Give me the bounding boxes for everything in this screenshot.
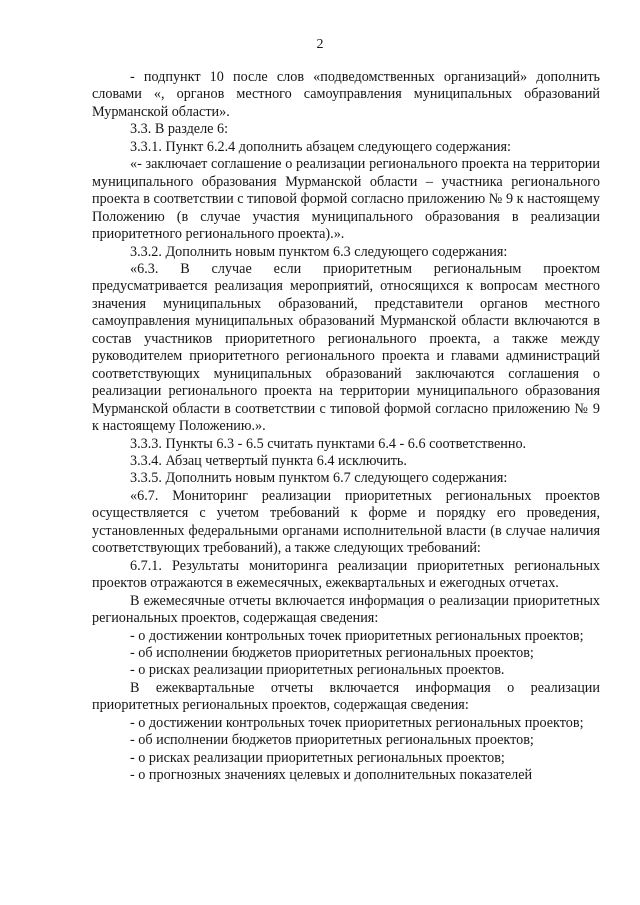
document-body <box>92 69 600 785</box>
paragraph: - о достижении контрольных точек приоритетных региональных проектов; <box>130 627 584 644</box>
paragraph: - о прогнозных значениях целевых и дополнительных показателей <box>130 767 533 784</box>
paragraph: 3.3.3. Пункты 6.3 - 6.5 считать пунктами 6.4 - 6.6 соответственно. <box>130 435 527 452</box>
paragraph: 6.7.1. Результаты мониторинга реализации приоритетных региональных проектов отражаются в ежемесячных, ежеквартальных и ежегодных отчетах. <box>92 557 600 592</box>
paragraph: 3.3.4. Абзац четвертый пункта 6.4 исключить. <box>130 452 407 469</box>
page-number: 2 <box>316 37 324 52</box>
paragraph: В ежеквартальные отчеты включается информация о реализации приоритетных региональных проектов, содержащая сведения: <box>92 679 600 714</box>
paragraph: 3.3.5. Дополнить новым пунктом 6.7 следующего содержания: <box>130 470 508 487</box>
paragraph: - о достижении контрольных точек приоритетных региональных проектов; <box>130 714 584 731</box>
paragraph: - о рисках реализации приоритетных региональных проектов; <box>130 749 505 766</box>
paragraph: - о рисках реализации приоритетных региональных проектов. <box>130 662 505 679</box>
paragraph: В ежемесячные отчеты включается информация о реализации приоритетных региональных проектов, содержащая сведения: <box>92 592 600 627</box>
paragraph: 3.3.2. Дополнить новым пунктом 6.3 следующего содержания: <box>130 243 508 260</box>
paragraph: «6.7. Мониторинг реализации приоритетных региональных проектов осуществляется с учетом требований к форме и порядку его проведения, установленных федеральными органами исполнительной власти (в случае наличия соответствующих требований), а также следующих требований: <box>92 487 600 557</box>
paragraph: - подпункт 10 после слов «подведомственных организаций» дополнить словами «, органов местного самоуправления муниципальных образований Мурманской области». <box>92 69 600 120</box>
paragraph: 3.3.1. Пункт 6.2.4 дополнить абзацем следующего содержания: <box>130 138 511 155</box>
paragraph: - об исполнении бюджетов приоритетных региональных проектов; <box>130 644 534 661</box>
paragraph: 3.3. В разделе 6: <box>130 121 229 138</box>
paragraph: «6.3. В случае если приоритетным региональным проектом предусматривается реализация мероприятий, относящихся к вопросам местного значения муниципальных образований, представители органов местного самоуправления муниципальных образований Мурманской области включаются в состав участников приоритетного регионального проекта, а также между руководителем приоритетного регионального проекта и главами администраций соответствующих муниципальных образований заключаются соглашения о реализации регионального проекта на территории муниципального образования Мурманской области в соответствии с типовой формой согласно приложению № 9 к настоящему Положению.». <box>92 260 600 435</box>
paragraph: «- заключает соглашение о реализации регионального проекта на территории муниципального образования Мурманской области – участника регионального проекта в соответствии с типовой формой согласно приложению № 9 к настоящему Положению (в случае участия муниципального образования в реализации приоритетного регионального проекта).». <box>92 156 600 243</box>
paragraph: - об исполнении бюджетов приоритетных региональных проектов; <box>130 732 534 749</box>
